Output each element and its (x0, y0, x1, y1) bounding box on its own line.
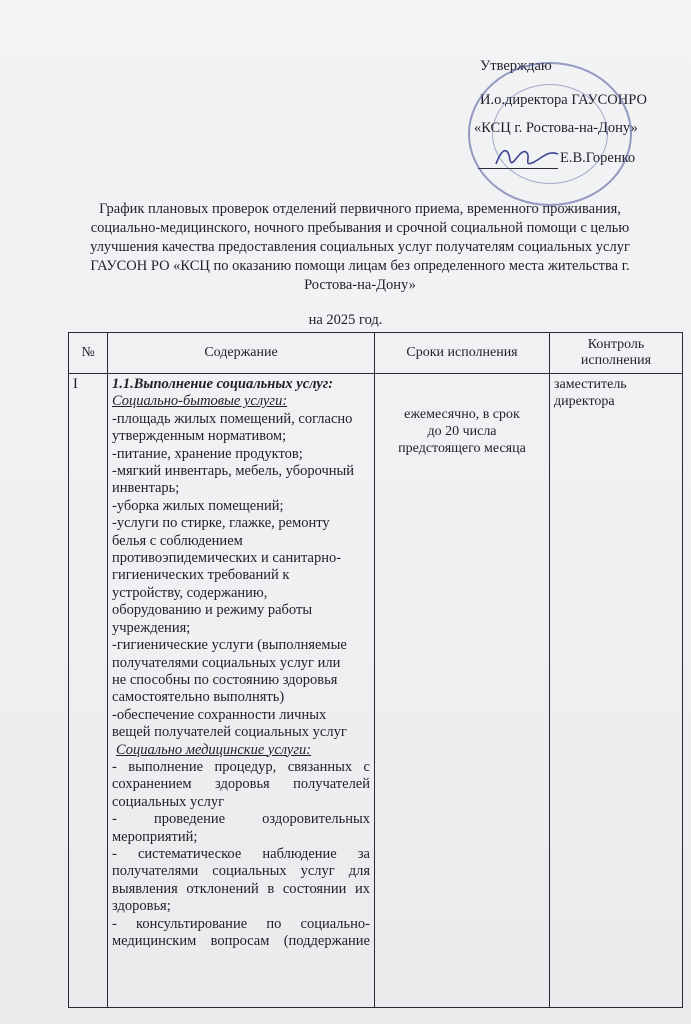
row-num: I (69, 374, 108, 1008)
list-item: учреждения; (112, 619, 191, 636)
household-services-list (112, 411, 370, 742)
list-item: медицинским вопросам (поддержание (112, 933, 370, 949)
header-control: Контроль исполнения (550, 333, 683, 374)
list-item: социальных услуг (112, 793, 225, 810)
document-title (70, 200, 650, 295)
medical-services-list (112, 759, 370, 950)
header-num: № (69, 333, 108, 374)
subsection-heading: Социально медицинские услуги: (116, 741, 312, 758)
list-item: устройству, содержанию, (112, 584, 268, 601)
list-item: самостоятельно выполнять) (112, 689, 285, 706)
list-item: вещей получателей социальных услуг (112, 724, 347, 741)
title-line: Ростова-на-Дону» (304, 277, 416, 293)
list-item: здоровья; (112, 898, 171, 915)
section-heading: 1.1.Выполнение социальных услуг: (112, 376, 334, 392)
list-item: - систематическое наблюдение за (112, 845, 370, 862)
terms-line: ежемесячно, в срок (404, 407, 520, 422)
list-item: -обеспечение сохранности личных (112, 706, 327, 723)
table-header-row (69, 333, 683, 374)
list-item: -питание, хранение продуктов; (112, 445, 303, 462)
list-item: сохранением здоровья получателей (112, 776, 370, 793)
list-item: - выполнение процедур, связанных с (112, 758, 370, 775)
approver-position: И.о.директора ГАУСОНРО (480, 92, 647, 108)
table-row (69, 374, 683, 1008)
title-line: улучшения качества предоставления социальных услуг получателям социальных услуг (90, 239, 630, 255)
terms-line: предстоящего месяца (398, 441, 526, 456)
approver-name: Е.В.Горенко (560, 150, 636, 166)
approve-word: Утверждаю (480, 58, 552, 74)
schedule-table (68, 332, 683, 1008)
approver-organization: «КСЦ г. Ростова-на-Дону» (474, 120, 638, 136)
list-item: противоэпидемических и санитарно- (112, 550, 342, 567)
list-item: выявления отклонений в состоянии их (112, 880, 370, 897)
terms-line: до 20 числа (427, 424, 497, 439)
row-content (108, 374, 375, 1008)
list-item: утвержденным нормативом; (112, 428, 287, 445)
list-item: инвентарь; (112, 480, 180, 497)
official-stamp (468, 62, 632, 206)
document-year: на 2025 год. (308, 312, 383, 328)
title-line: График плановых проверок отделений первичного приема, временного проживания, (99, 201, 621, 217)
list-item: -площадь жилых помещений, согласно (112, 410, 353, 427)
list-item: получателями социальных услуг или (112, 654, 341, 671)
header-terms: Сроки исполнения (375, 333, 550, 374)
control-line: заместитель (554, 377, 627, 392)
list-item: белья с соблюдением (112, 532, 243, 549)
list-item: не способны по состоянию здоровья (112, 671, 338, 688)
list-item: мероприятий; (112, 828, 198, 845)
list-item: -мягкий инвентарь, мебель, уборочный (112, 463, 355, 480)
row-control (550, 374, 683, 1008)
control-line: директора (554, 394, 615, 409)
row-terms (375, 374, 550, 1008)
list-item: -гигиенические услуги (выполняемые (112, 637, 347, 654)
signature (492, 142, 562, 172)
title-line: ГАУСОН РО «КСЦ по оказанию помощи лицам без определенного места жительства г. (90, 258, 630, 274)
list-item: - проведение оздоровительных (112, 811, 370, 828)
list-item: -уборка жилых помещений; (112, 497, 284, 514)
list-item: оборудованию и режиму работы (112, 602, 313, 619)
list-item: гигиенических требований к (112, 567, 290, 584)
title-line: социально-медицинского, ночного пребывания и срочной социальной помощи с целью (90, 220, 630, 236)
header-content: Содержание (108, 333, 375, 374)
list-item: -услуги по стирке, глажке, ремонту (112, 515, 330, 532)
list-item: - консультирование по социально- (112, 915, 370, 932)
subsection-heading: Социально-бытовые услуги: (112, 393, 288, 410)
list-item: получателями социальных услуг для (112, 863, 370, 880)
